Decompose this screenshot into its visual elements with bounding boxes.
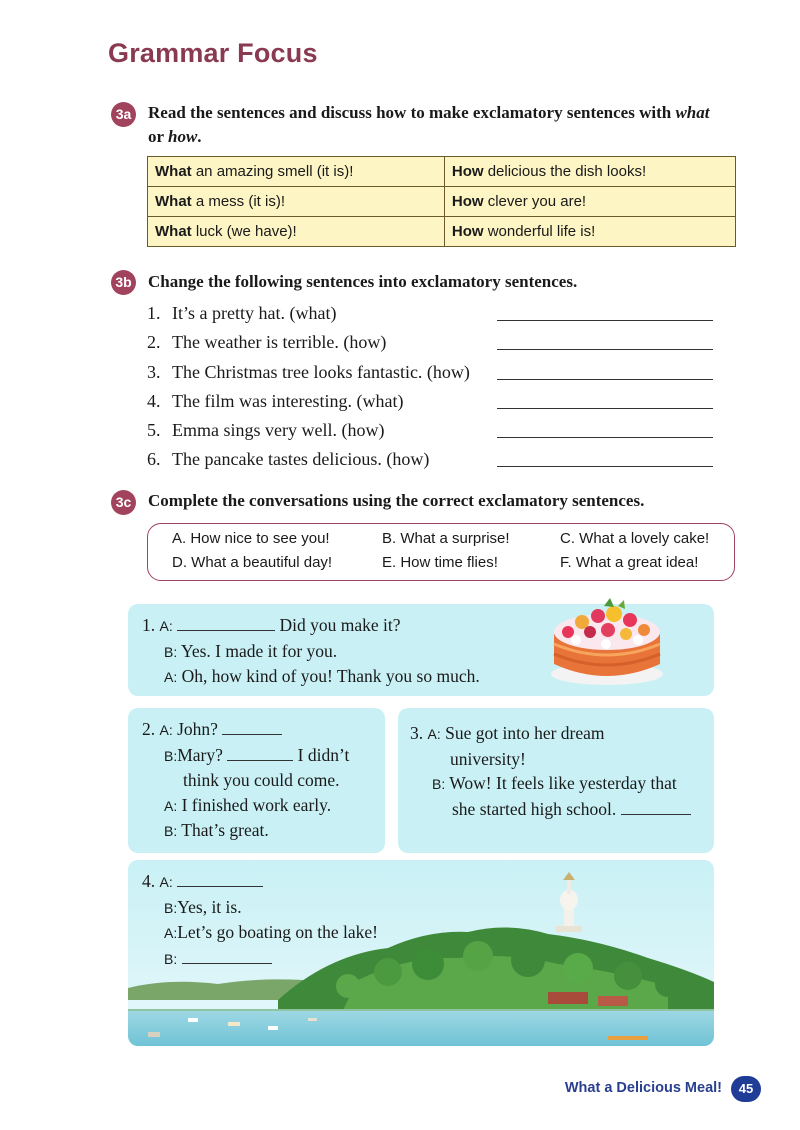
conversation-number: 4. (142, 871, 156, 891)
table-cell: What luck (we have)! (148, 217, 445, 247)
instruction-period: . (197, 127, 202, 146)
list-item: 5. Emma sings very well. (how) (147, 420, 717, 449)
option-c: C. What a lovely cake! (560, 530, 710, 547)
answer-blank[interactable] (177, 616, 275, 631)
answer-line[interactable] (497, 349, 713, 350)
option-d: D. What a beautiful day! (172, 554, 333, 571)
list-item: 4. The film was interesting. (what) (147, 391, 717, 420)
table-cell: How wonderful life is! (444, 217, 735, 247)
conversation-4: 4. A: B:Yes, it is. A:Let’s go boating on the lake! B: (142, 871, 378, 967)
exercise-list (147, 303, 717, 479)
option-a: A. How nice to see you! (172, 530, 330, 547)
unit-title: What a Delicious Meal! (564, 1080, 722, 1096)
section-3c-badge: 3c (111, 490, 136, 515)
option-b: B. What a surprise! (382, 530, 510, 547)
instruction-text: Read the sentences and discuss how to make exclamatory sentences with (148, 103, 672, 122)
answer-line[interactable] (497, 379, 713, 380)
grammar-table (147, 156, 736, 247)
table-row (148, 187, 736, 217)
table-row (148, 157, 736, 187)
section-3a-badge: 3a (111, 102, 136, 127)
instruction-or: or (148, 127, 164, 146)
answer-blank[interactable] (182, 949, 272, 964)
section-3c-instruction: Complete the conversations using the correct exclamatory sentences. (148, 491, 645, 510)
answer-blank[interactable] (177, 872, 263, 887)
answer-line[interactable] (497, 437, 713, 438)
table-cell: What a mess (it is)! (148, 187, 445, 217)
answer-blank[interactable] (621, 800, 691, 815)
conversation-3: 3. A: Sue got into her dream university! B: Wow! It feels like yesterday that she started high school. (410, 721, 691, 821)
instruction-what: what (675, 103, 710, 122)
options-box (147, 523, 735, 581)
table-cell: How clever you are! (444, 187, 735, 217)
table-cell: What an amazing smell (it is)! (148, 157, 445, 187)
section-3a-instruction (148, 101, 748, 149)
cake-image (548, 592, 666, 686)
conversation-1: 1. A: Did you make it? B: Yes. I made it for you. A: Oh, how kind of you! Thank you so much. (142, 615, 480, 686)
list-item: 1. It’s a pretty hat. (what) (147, 303, 717, 332)
section-3b-badge: 3b (111, 270, 136, 295)
answer-line[interactable] (497, 466, 713, 467)
table-cell: How delicious the dish looks! (444, 157, 735, 187)
section-3b-instruction: Change the following sentences into exclamatory sentences. (148, 272, 578, 291)
page-number: 45 (731, 1076, 761, 1102)
page-title: Grammar Focus (108, 38, 318, 68)
option-f: F. What a great idea! (560, 554, 699, 571)
answer-line[interactable] (497, 408, 713, 409)
conversation-number: 2. (142, 719, 156, 739)
table-row (148, 217, 736, 247)
answer-blank[interactable] (222, 720, 282, 735)
instruction-how: how (168, 127, 198, 146)
conversation-2: 2. A: John? B:Mary? I didn’t think you could come. A: I finished work early. B: That’s great. (142, 719, 350, 840)
conversation-number: 3. (410, 723, 424, 743)
answer-blank[interactable] (227, 746, 293, 761)
conversation-number: 1. (142, 615, 156, 635)
list-item: 3. The Christmas tree looks fantastic. (how) (147, 362, 717, 391)
answer-line[interactable] (497, 320, 713, 321)
list-item: 6. The pancake tastes delicious. (how) (147, 449, 717, 478)
option-e: E. How time flies! (382, 554, 498, 571)
list-item: 2. The weather is terrible. (how) (147, 332, 717, 361)
